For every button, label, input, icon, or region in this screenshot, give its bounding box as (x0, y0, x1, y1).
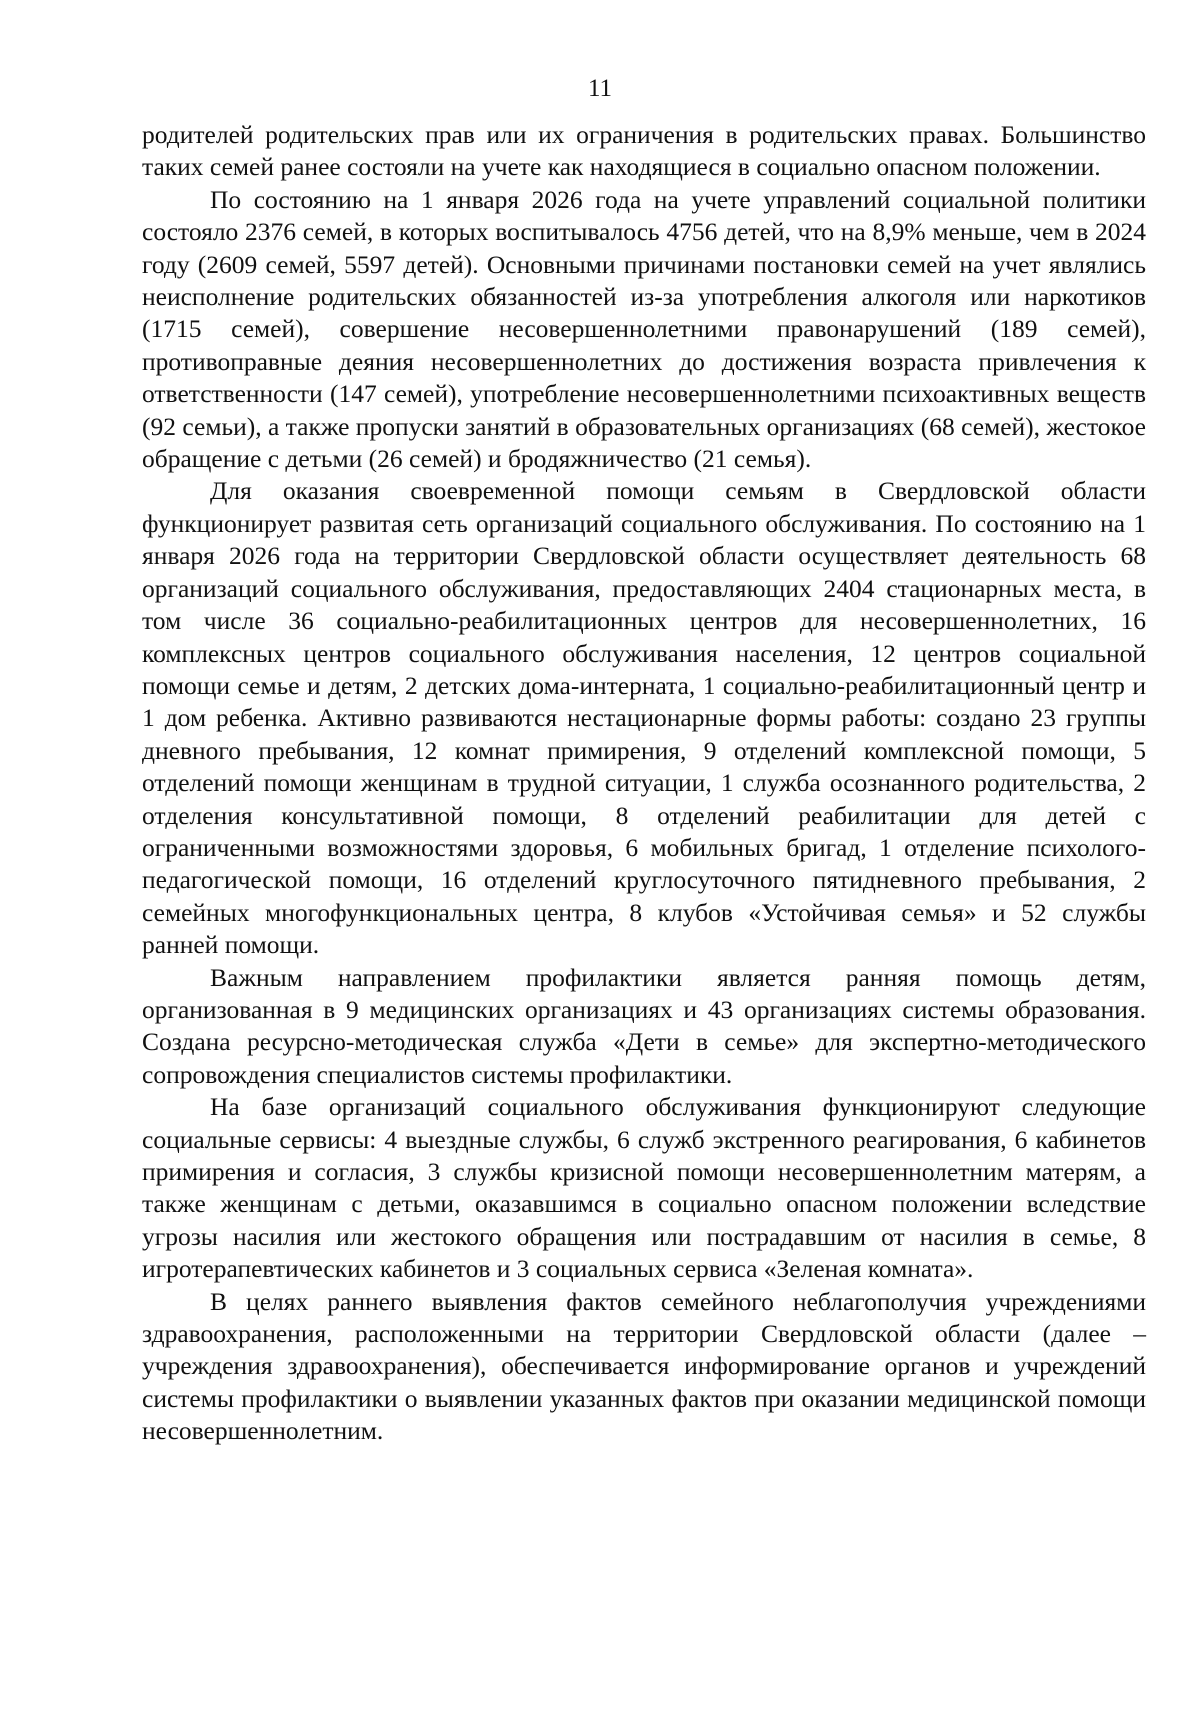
paragraph-early-help: Важным направлением профилактики является ранняя помощь детям, организованная в 9 медицинских организациях и 43 организациях системы образования. Создана ресурсно-методическая служба «Дети в семье» для экспертно-методического сопровождения специалистов системы профилактики. (142, 962, 1146, 1089)
page-number: 11 (587, 75, 613, 102)
document-body (142, 119, 1146, 1448)
paragraph-registered-families: По состоянию на 1 января 2026 года на учете управлений социальной политики состояло 2376 семей, в которых воспитывалось 4756 детей, что на 8,9% меньше, чем в 2024 году (2609 семей, 5597 детей). Основными причинами постановки семей на учет являлись неисполнение родительских обязанностей из-за употребления алкоголя или наркотиков (1715 семей), совершение несовершеннолетними правонарушений (189 семей), противоправные деяния несовершеннолетних до достижения возраста привлечения к ответственности (147 семей), употребление несовершеннолетними психоактивных веществ (92 семьи), а также пропуски занятий в образовательных организациях (68 семей), жестокое обращение с детьми (26 семей) и бродяжничество (21 семья). (142, 184, 1146, 474)
paragraph-healthcare-informing: В целях раннего выявления фактов семейного неблагополучия учреждениями здравоохранения, расположенными на территории Свердловской области (далее – учреждения здравоохранения), обеспечивается информирование органов и учреждений системы профилактики о выявлении указанных фактов при оказании медицинской помощи несовершеннолетним. (142, 1286, 1146, 1446)
paragraph-continuation: родителей родительских прав или их ограничения в родительских правах. Большинство таких семей ранее состояли на учете как находящиеся в социально опасном положении. (142, 120, 1146, 182)
paragraph-social-services: На базе организаций социального обслуживания функционируют следующие социальные сервисы: 4 выездные службы, 6 служб экстренного реагирования, 6 кабинетов примирения и согласия, 3 службы кризисной помощи несовершеннолетним матерям, а также женщинам с детьми, оказавшимся в социально опасном положении вследствие угрозы насилия или жестокого обращения или пострадавшим от насилия в семье, 8 игротерапевтических кабинетов и 3 социальных сервиса «Зеленая комната». (142, 1092, 1146, 1284)
paragraph-social-service-network: Для оказания своевременной помощи семьям в Свердловской области функционирует развитая сеть организаций социального обслуживания. По состоянию на 1 января 2026 года на территории Свердловской области осуществляет деятельность 68 организаций социального обслуживания, предоставляющих 2404 стационарных места, в том числе 36 социально-реабилитационных центров для несовершеннолетних, 16 комплексных центров социального обслуживания населения, 12 центров социальной помощи семье и детям, 2 детских дома-интерната, 1 социально-реабилитационный центр и 1 дом ребенка. Активно развиваются нестационарные формы работы: создано 23 группы дневного пребывания, 12 комнат примирения, 9 отделений комплексной помощи, 5 отделений помощи женщинам в трудной ситуации, 1 служба осознанного родительства, 2 отделения консультативной помощи, 8 отделений реабилитации для детей с ограниченными возможностями здоровья, 6 мобильных бригад, 1 отделение психолого-педагогической помощи, 16 отделений круглосуточного пятидневного пребывания, 2 семейных многофункциональных центра, 8 клубов «Устойчивая семья» и 52 службы ранней помощи. (142, 476, 1146, 960)
